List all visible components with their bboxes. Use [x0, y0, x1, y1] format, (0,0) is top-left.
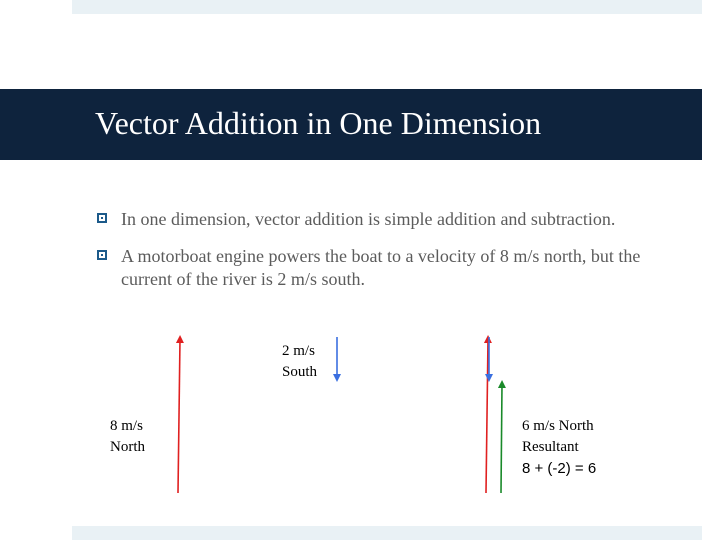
square-bullet-icon: [97, 250, 107, 260]
current-magnitude-text: 2 m/s: [282, 343, 315, 359]
bottom-accent-band: [72, 526, 702, 540]
bullet-item: [96, 245, 686, 291]
slide-title: Vector Addition in One Dimension: [95, 105, 542, 141]
top-accent-band: [72, 0, 702, 14]
resultant-caption-text: Resultant: [522, 439, 579, 455]
resultant-magnitude-text: 6 m/s North: [522, 418, 594, 434]
current-vector-label: [282, 341, 317, 383]
boat-magnitude-text: 8 m/s: [110, 418, 143, 434]
resultant-equation-text: 8 + (-2) = 6: [522, 460, 597, 477]
boat-vector-label: [110, 416, 145, 458]
square-bullet-icon: [97, 213, 107, 223]
resultant-arrow: [501, 384, 502, 493]
resultant-vector-label: [522, 416, 596, 479]
boat-velocity-arrow: [178, 339, 180, 493]
boat-direction-text: North: [110, 439, 145, 455]
bullet-text: In one dimension, vector addition is simple addition and subtraction.: [121, 209, 616, 229]
bullet-list: [96, 208, 686, 305]
current-direction-text: South: [282, 364, 318, 380]
combined-boat-arrow: [486, 339, 488, 493]
bullet-text: A motorboat engine powers the boat to a velocity of 8 m/s north, but the current of the river is 2 m/s south.: [121, 246, 641, 289]
bullet-item: [96, 208, 686, 231]
